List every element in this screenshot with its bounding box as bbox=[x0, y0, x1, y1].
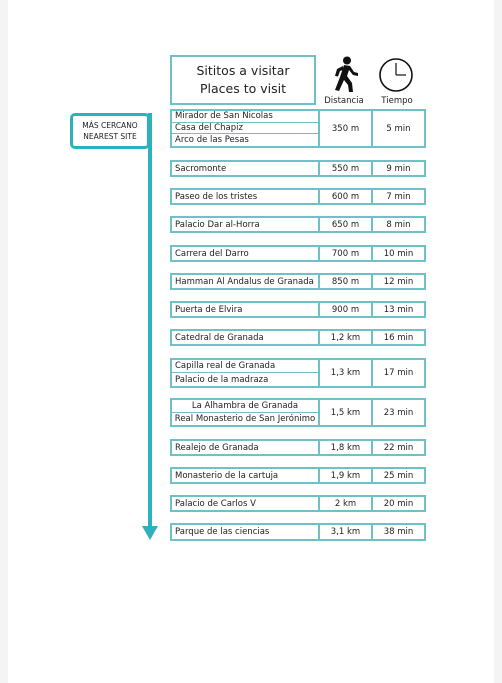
place-name: Real Monasterio de San Jerónimo bbox=[174, 413, 316, 424]
table-row bbox=[170, 109, 426, 148]
place-name: Hamman Al Andalus de Granada bbox=[175, 276, 314, 287]
place-name-cell bbox=[172, 525, 320, 539]
place-name: Carrera del Darro bbox=[175, 248, 249, 259]
time-cell: 5 min bbox=[386, 123, 411, 134]
place-name: Palacio de Carlos V bbox=[175, 498, 256, 509]
title-english: Places to visit bbox=[200, 81, 286, 96]
distance-cell: 550 m bbox=[320, 162, 373, 175]
place-name: Monasterio de la cartuja bbox=[175, 470, 279, 481]
place-name-cell bbox=[172, 331, 320, 344]
table-row bbox=[170, 216, 426, 233]
time-cell: 12 min bbox=[383, 276, 414, 287]
place-name-cell bbox=[172, 218, 320, 231]
time-column-label: Tiempo bbox=[381, 96, 413, 106]
time-cell: 8 min bbox=[386, 219, 411, 230]
time-cell: 10 min bbox=[383, 248, 414, 259]
time-cell: 17 min bbox=[383, 368, 414, 378]
table-row bbox=[170, 495, 426, 512]
table-row bbox=[170, 329, 426, 346]
distance-cell: 600 m bbox=[320, 190, 373, 203]
table-row bbox=[170, 439, 426, 456]
place-name: La Alhambra de Granada bbox=[172, 400, 318, 413]
table-row bbox=[170, 245, 426, 262]
place-name: Parque de las ciencias bbox=[175, 527, 270, 537]
distance-cell: 3,1 km bbox=[320, 525, 373, 539]
table-row bbox=[170, 523, 426, 541]
time-cell: 16 min bbox=[383, 332, 414, 343]
distance-cell: 2 km bbox=[320, 497, 373, 510]
distance-cell: 1,8 km bbox=[320, 441, 373, 454]
place-name: Puerta de Elvira bbox=[175, 304, 243, 315]
place-name: Arco de las Pesas bbox=[175, 135, 249, 146]
time-cell: 25 min bbox=[383, 470, 414, 481]
place-name: Palacio de la madraza bbox=[175, 374, 269, 385]
time-cell: 22 min bbox=[383, 442, 414, 453]
place-name-cell bbox=[172, 400, 320, 425]
time-cell: 7 min bbox=[386, 191, 411, 202]
place-name-cell bbox=[172, 497, 320, 510]
table-row bbox=[170, 398, 426, 427]
distance-cell: 1,2 km bbox=[320, 331, 373, 344]
distance-cell: 900 m bbox=[320, 303, 373, 316]
nearest-site-label bbox=[70, 113, 150, 149]
place-name: Capilla real de Granada bbox=[172, 360, 318, 373]
nearest-line-spanish: MÁS CERCANO bbox=[82, 121, 138, 130]
table-row bbox=[170, 301, 426, 318]
walking-person-icon bbox=[326, 56, 362, 94]
distance-cell: 350 m bbox=[320, 111, 373, 146]
place-name-cell bbox=[172, 162, 320, 175]
place-name-cell bbox=[172, 469, 320, 482]
place-name-cell bbox=[172, 247, 320, 260]
distance-cell: 700 m bbox=[320, 247, 373, 260]
clock-icon bbox=[375, 56, 417, 94]
arrow-line bbox=[148, 113, 152, 529]
distance-cell: 650 m bbox=[320, 218, 373, 231]
place-name-cell bbox=[172, 190, 320, 203]
place-name-cell bbox=[172, 111, 320, 146]
place-name-cell bbox=[172, 360, 320, 386]
time-cell: 20 min bbox=[383, 498, 414, 509]
distance-cell: 1,5 km bbox=[320, 400, 373, 425]
time-cell: 13 min bbox=[383, 304, 414, 315]
time-cell: 9 min bbox=[386, 163, 411, 174]
distance-cell: 850 m bbox=[320, 275, 373, 288]
place-name-cell bbox=[172, 303, 320, 316]
distance-cell: 1,9 km bbox=[320, 469, 373, 482]
nearest-line-english: NEAREST SITE bbox=[83, 132, 137, 141]
distance-cell: 1,3 km bbox=[320, 360, 373, 386]
place-name: Palacio Dar al-Horra bbox=[175, 219, 260, 230]
distance-column-label: Distancia bbox=[324, 96, 364, 106]
time-cell: 23 min bbox=[383, 407, 414, 418]
time-cell: 38 min bbox=[383, 527, 414, 537]
title-box bbox=[170, 55, 316, 105]
table-row bbox=[170, 467, 426, 484]
table-row bbox=[170, 188, 426, 205]
place-name: Sacromonte bbox=[175, 163, 227, 174]
table-row bbox=[170, 273, 426, 290]
table-row bbox=[170, 160, 426, 177]
table-row bbox=[170, 358, 426, 388]
place-name: Catedral de Granada bbox=[175, 332, 264, 343]
place-name: Paseo de los tristes bbox=[175, 191, 258, 202]
place-name: Realejo de Granada bbox=[175, 442, 259, 453]
down-arrow-icon bbox=[142, 526, 158, 540]
place-name-cell bbox=[172, 275, 320, 288]
place-name: Mirador de San Nicolas bbox=[172, 111, 318, 123]
place-name: Casa del Chapiz bbox=[172, 123, 318, 135]
place-name-cell bbox=[172, 441, 320, 454]
title-spanish: Sititos a visitar bbox=[196, 63, 290, 78]
